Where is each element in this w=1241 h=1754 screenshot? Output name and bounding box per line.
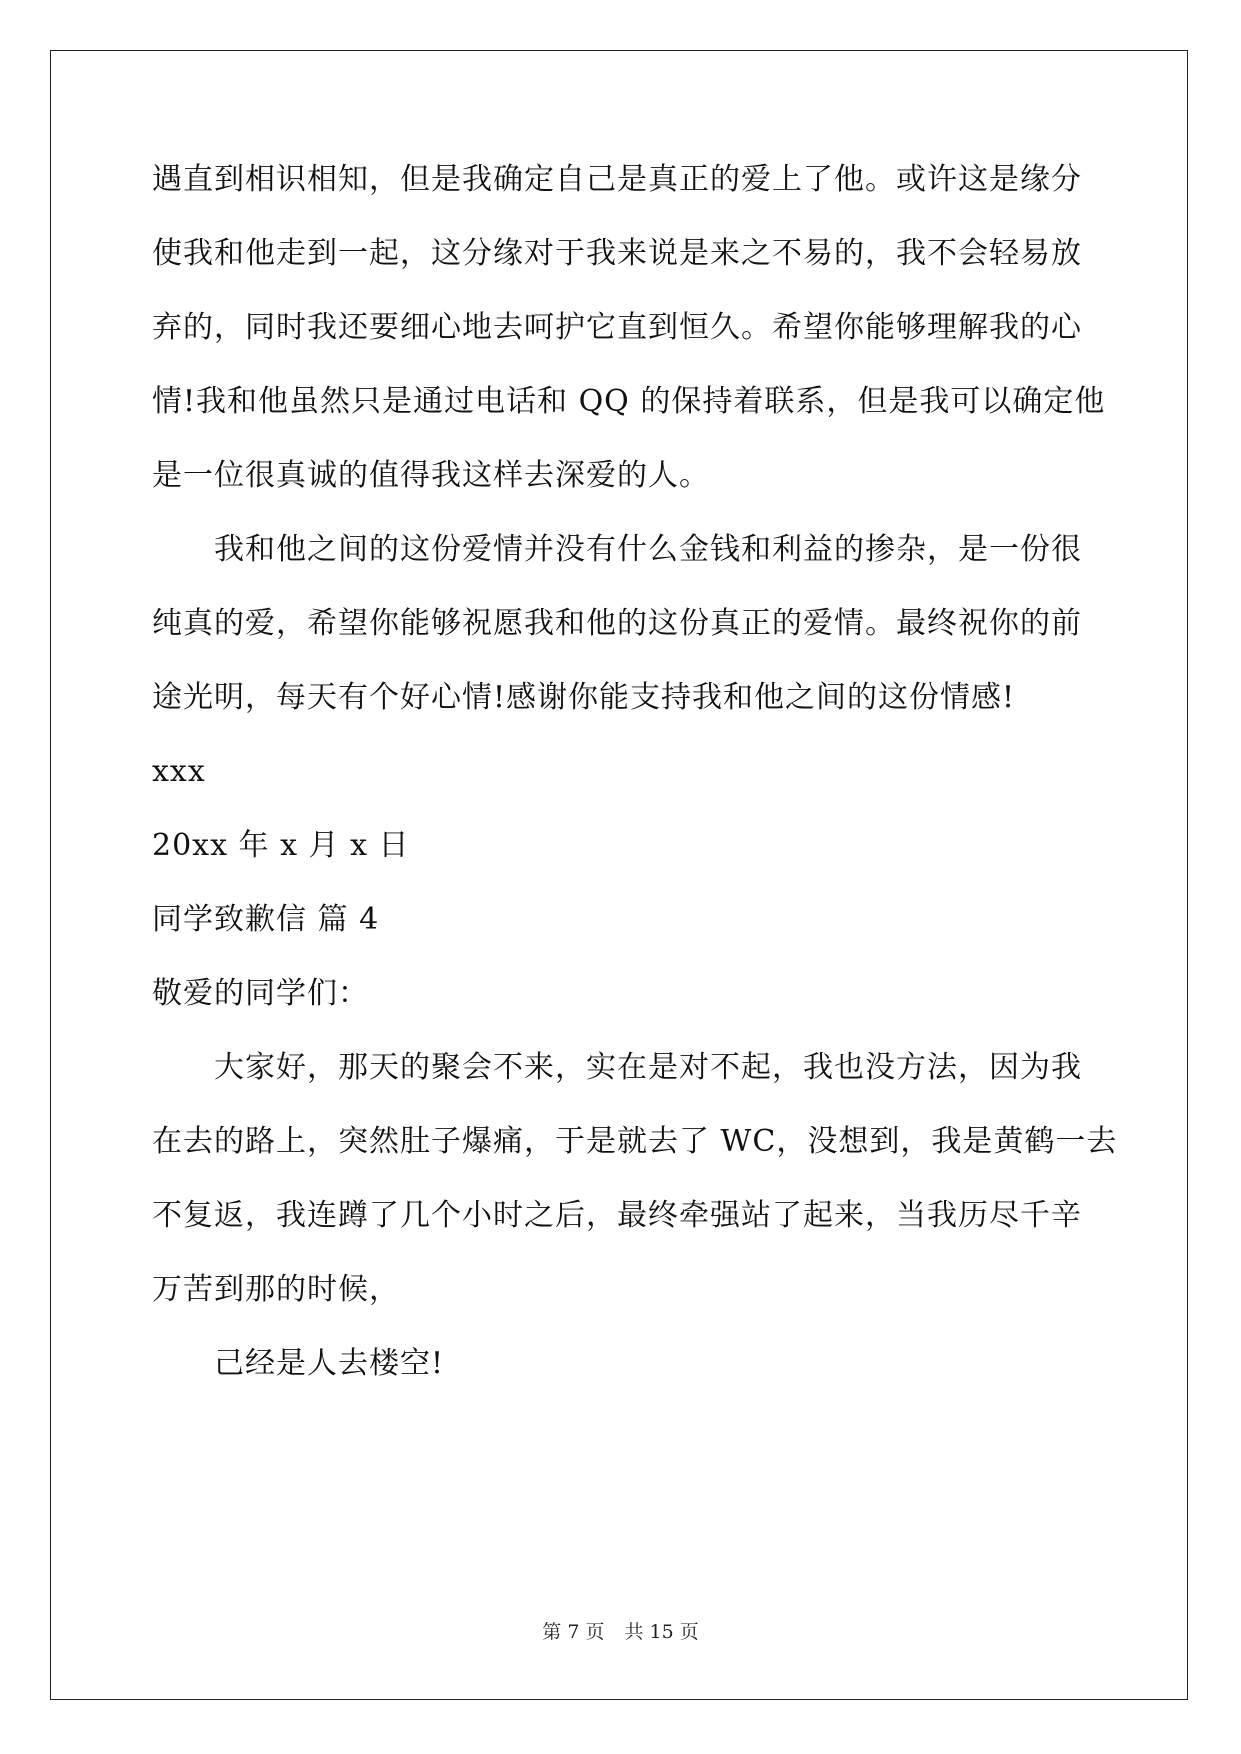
page-footer — [0, 1620, 1241, 1644]
text-line: 纯真的爱，希望你能够祝愿我和他的这份真正的爱情。最终祝你的前 — [152, 606, 1082, 641]
letter-date: 20xx 年 x 月 x 日 — [152, 828, 410, 863]
page-number-current: 第 7 页 — [542, 1621, 605, 1643]
signature-name: xxx — [152, 754, 206, 789]
text-line: 途光明，每天有个好心情!感谢你能支持我和他之间的这份情感! — [152, 680, 1016, 715]
page-number-total: 共 15 页 — [624, 1621, 699, 1643]
text-line: 遇直到相识相知，但是我确定自己是真正的爱上了他。或许这是缘分 — [152, 162, 1082, 197]
text-line: 是一位很真诚的值得我这样去深爱的人。 — [152, 458, 710, 493]
page-border — [50, 50, 1188, 1700]
section-title: 同学致歉信 篇 4 — [152, 902, 380, 937]
text-line: 在去的路上，突然肚子爆痛，于是就去了 WC，没想到，我是黄鹤一去 — [152, 1124, 1118, 1159]
text-line: 不复返，我连蹲了几个小时之后，最终牵强站了起来，当我历尽千辛 — [152, 1198, 1082, 1233]
text-line: 使我和他走到一起，这分缘对于我来说是来之不易的，我不会轻易放 — [152, 236, 1082, 271]
text-line: 万苦到那的时候， — [152, 1272, 400, 1307]
salutation: 敬爱的同学们： — [152, 976, 369, 1011]
text-line: 情!我和他虽然只是通过电话和 QQ 的保持着联系，但是我可以确定他 — [152, 384, 1106, 419]
paragraph-start-line: 大家好，那天的聚会不来，实在是对不起，我也没方法，因为我 — [214, 1050, 1082, 1085]
text-line: 弃的，同时我还要细心地去呵护它直到恒久。希望你能够理解我的心 — [152, 310, 1082, 345]
paragraph-start-line: 己经是人去楼空! — [214, 1346, 445, 1381]
paragraph-start-line: 我和他之间的这份爱情并没有什么金钱和利益的掺杂，是一份很 — [214, 532, 1082, 567]
